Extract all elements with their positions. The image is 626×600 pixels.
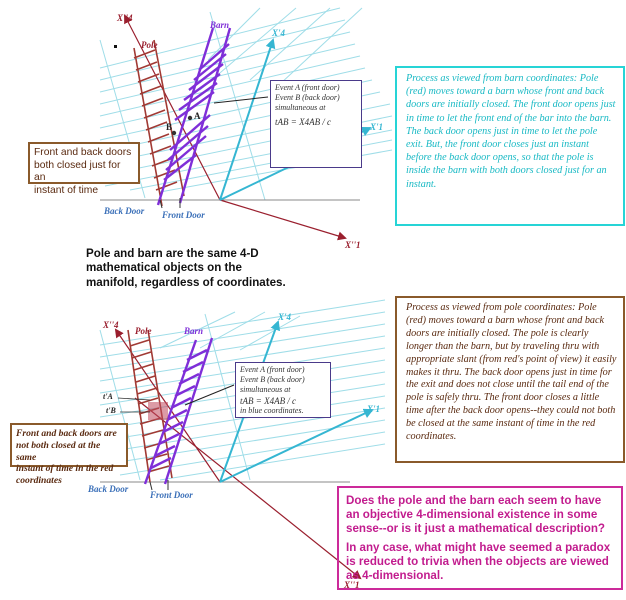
question-box <box>337 486 623 590</box>
bottom-label-x1dp: X''1 <box>344 580 360 590</box>
bottom-label-x1p: X'1 <box>367 404 381 414</box>
top-event-box: Event A (front door) Event B (back door) simultaneous at tAB = X4AB / c <box>270 80 362 168</box>
top-label-pole: Pole <box>141 40 158 50</box>
dot-marker <box>114 45 117 48</box>
top-event-formula: tAB = X4AB / c <box>275 117 332 127</box>
bottom-label-x4p: X'4 <box>278 312 292 322</box>
top-label-x4p: X'4 <box>272 28 286 38</box>
bottom-label-front-door: Front Door <box>150 490 193 500</box>
bottom-note-box: Front and back doors are not both closed at the same instant of time in the red coordinates <box>10 423 128 467</box>
barn-coordinates-box: Process as viewed from barn coordinates: Pole (red) moves toward a barn whose front and back doors are initially closed. The front door opens just in time to let the front end of the bar into the barn. The back door opens just in time to let the pole exit. But, the front door closes just an instant before the back door opens, so that the pole is inside the barn with both doors closed just for an instant. <box>395 66 625 226</box>
bottom-event-box: Event A (front door) Event B (back door) simultaneous at tAB = X4AB / c in blue coordinates. <box>235 362 331 418</box>
bottom-event-formula: tAB = X4AB / c <box>240 396 297 406</box>
bottom-label-x4dp: X''4 <box>103 320 119 330</box>
event-b-point <box>172 131 176 135</box>
bottom-label-back-door: Back Door <box>88 484 129 494</box>
top-label-event-b: B <box>166 122 173 132</box>
bottom-label-tb: t'B <box>106 406 116 415</box>
back-door-marker-bottom <box>150 482 152 490</box>
top-label-x4dp: X''4 <box>117 13 133 23</box>
question-paragraph: Does the pole and the barn each seem to have an objective 4-dimensional existence in some sense--or is it just a mathematical description? <box>346 494 605 535</box>
top-label-x1dp: X''1 <box>345 240 361 250</box>
bottom-label-pole: Pole <box>135 326 152 336</box>
top-label-x1p: X'1 <box>370 122 384 132</box>
top-label-back-door: Back Door <box>104 206 145 216</box>
top-label-event-a: A <box>194 111 201 121</box>
bottom-label-barn: Barn <box>184 326 204 336</box>
top-note-box: Front and back doors both closed just for an instant of time <box>28 142 140 184</box>
bottom-label-ta: t'A <box>103 392 113 401</box>
event-a-point <box>188 116 192 120</box>
pole-coordinates-box: Process as viewed from pole coordinates: Pole (red) moves toward a barn whose front and back doors are initially closed. The pole is clearly longer than the barn, but by traveling thru with appropriate slant (from red's point of view) it easily makes it thru. The back door opens just in time for the exit and does not close until the tail end of the pole is safely thru. The front door closes a little time after the back door opens--they could not both be closed at the same instant of time in the red coordinates. <box>395 296 625 463</box>
top-label-front-door: Front Door <box>162 210 205 220</box>
middle-statement: Pole and barn are the same 4-D mathematical objects on the manifold, regardless of coordinates. <box>86 247 286 289</box>
overlap-region <box>148 402 168 420</box>
bottom-x1dp-axis <box>135 398 360 578</box>
conclusion-paragraph: In any case, what might have seemed a paradox is reduced to trivia when the objects are viewed as 4-dimensional. <box>346 541 611 582</box>
top-x1dp-axis <box>220 200 345 238</box>
top-label-barn: Barn <box>210 20 230 30</box>
